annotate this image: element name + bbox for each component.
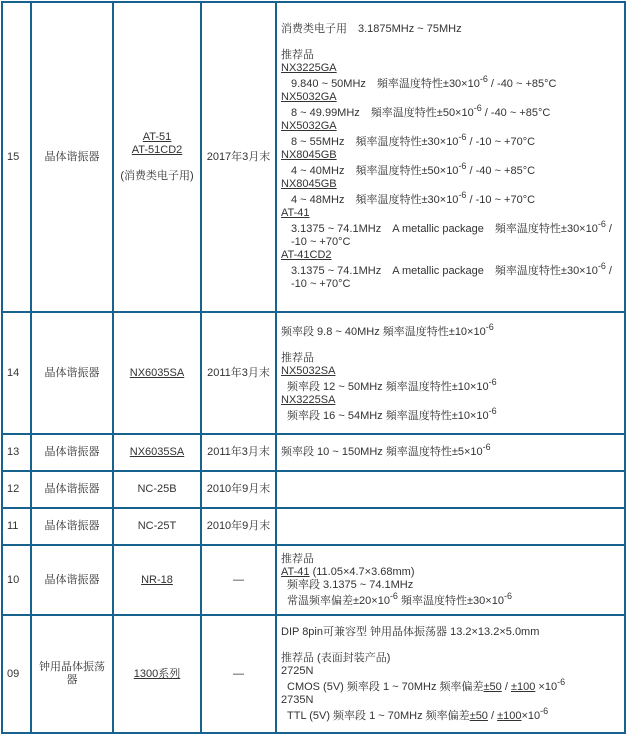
spec-line: 4 ~ 48MHz 頻率温度特性$\pm 30\times 10^{-6} / -10$ ~ +70°C (291, 190, 536, 206)
discontinued-date: 2011年3月末 (201, 434, 276, 471)
recommended-model: 2735N (281, 693, 314, 706)
spec-line: 频率段 12 ~ 50MHz 頻率温度特性$\pm 10\times 10^{-6}$ (287, 377, 497, 393)
model-cell (113, 615, 201, 733)
model-cell (113, 312, 201, 434)
notes-cell (276, 2, 625, 312)
recommended-model-link[interactable]: AT-41CD2 (281, 249, 332, 261)
notes-intro: DIP 8pin可兼容型 钟用晶体振荡器 13.2×13.2×5.0mm (281, 625, 540, 638)
model-link[interactable]: NR-18 (141, 573, 173, 586)
recommended-model-link[interactable]: NX5032GA (281, 120, 337, 132)
model-cell (113, 434, 201, 471)
product-category: 晶体谐振器 (31, 471, 113, 508)
recommended-item (281, 566, 620, 579)
model-note: (消费类电子用) (120, 170, 194, 182)
recommended-model-link[interactable]: NX3225GA (281, 62, 337, 74)
recommended-model-link[interactable]: AT-41 (281, 565, 310, 578)
product-category: 晶体谐振器 (31, 434, 113, 471)
discontinued-products-table (1, 1, 626, 734)
spec-line: 9.840 ~ 50MHz 頻率温度特性$\pm 30\times 10^{-6} / -40$ ~ +85°C (291, 74, 557, 90)
notes-intro: 频率段 9.8 ~ 40MHz 頻率温度特性$\pm 10\times 10^{-6}$ (281, 322, 494, 338)
spec-line: CMOS (5V) 频率段 1 ~ 70MHz 频率偏差$\pm 50 / \pm 100 \times 10^{-6}$ (287, 676, 566, 693)
recommended-model-link[interactable]: NX5032GA (281, 91, 337, 103)
model-link[interactable]: NX6035SA (129, 366, 185, 379)
recommended-label: 推荐品 (281, 552, 314, 565)
recommended-model-link[interactable]: NX5032SA (281, 365, 336, 377)
model-link[interactable]: AT-51 (142, 131, 172, 143)
row-number: 15 (2, 2, 31, 312)
spec-line: 8 ~ 55MHz 頻率温度特性$\pm 30\times 10^{-6} / -10$ ~ +70°C (291, 132, 536, 148)
discontinued-date: 2010年9月末 (201, 471, 276, 508)
table-row (2, 508, 625, 545)
model-cell (113, 2, 201, 312)
notes-intro: 消费类电子用 3.1875MHz ~ 75MHz (281, 23, 462, 35)
product-category: 晶体谐振器 (31, 545, 113, 615)
spec-line: 3.1375 ~ 74.1MHz A metallic package 頻率温度特性$\pm 30\times 10^{-6} / -10$ ~ +70°C (291, 219, 612, 248)
recommended-model-link[interactable]: NX8045GB (281, 149, 337, 161)
spec-line: 常温频率偏差$\pm 20\times 10^{-6}$ 頻率温度特性$\pm 30\times 10^{-6}$ (287, 590, 512, 607)
recommended-model-link[interactable]: NX8045GB (281, 178, 337, 190)
spec-line: 频率段 16 ~ 54MHz 頻率温度特性$\pm 10\times 10^{-6}$ (287, 406, 497, 422)
table-row (2, 615, 625, 733)
notes-cell (276, 434, 625, 471)
recommended-label: 推荐品 (281, 49, 314, 61)
spec-line: 8 ~ 49.99MHz 頻率温度特性$\pm 50\times 10^{-6} / -40$ ~ +85°C (291, 103, 551, 119)
spec-line: TTL (5V) 频率段 1 ~ 70MHz 频率偏差$\pm 50 / \pm 100\times 10^{-6}$ (287, 705, 549, 722)
notes-cell (276, 508, 625, 545)
model-name: NC-25T (113, 508, 201, 545)
discontinued-date: — (201, 545, 276, 615)
table-row (2, 471, 625, 508)
row-number: 13 (2, 434, 31, 471)
notes-cell (276, 615, 625, 733)
recommended-model: 2725N (281, 664, 314, 677)
discontinued-date: — (201, 615, 276, 733)
tolerance-option-link[interactable]: ±100 (510, 680, 536, 693)
recommended-label: 推荐品 (表面封装产品) (281, 651, 391, 664)
tolerance-option-link[interactable]: ±50 (483, 680, 502, 693)
notes-cell (276, 312, 625, 434)
discontinued-date: 2010年9月末 (201, 508, 276, 545)
spec-line: 3.1375 ~ 74.1MHz A metallic package 頻率温度特性$\pm 30\times 10^{-6} / -10$ ~ +70°C (291, 261, 612, 290)
tolerance-option-link[interactable]: ±50 (469, 709, 488, 722)
notes-intro: 频率段 10 ~ 150MHz 頻率温度特性$\pm 5\times 10^{-6}$ (281, 442, 491, 458)
model-name: NC-25B (113, 471, 201, 508)
table-row (2, 312, 625, 434)
row-number: 09 (2, 615, 31, 733)
product-category: 晶体谐振器 (31, 508, 113, 545)
table-row (2, 2, 625, 312)
product-category: 晶体谐振器 (31, 2, 113, 312)
table-row (2, 434, 625, 471)
package-size: (11.05×4.7×3.68mm) (309, 565, 415, 578)
freq-range: 频率段 3.1375 ~ 74.1MHz (287, 578, 414, 591)
notes-cell (276, 545, 625, 615)
row-number: 11 (2, 508, 31, 545)
row-number: 10 (2, 545, 31, 615)
recommended-model-link[interactable]: AT-41 (281, 207, 310, 219)
recommended-label: 推荐品 (281, 352, 314, 364)
product-category: 晶体谐振器 (31, 312, 113, 434)
spec-line: 4 ~ 40MHz 頻率温度特性$\pm 50\times 10^{-6} / -40$ ~ +85°C (291, 161, 536, 177)
product-category: 钟用晶体振荡器 (31, 615, 113, 733)
table-row (2, 545, 625, 615)
model-link[interactable]: AT-51CD2 (131, 144, 183, 156)
recommended-model-link[interactable]: NX3225SA (281, 394, 336, 406)
notes-cell (276, 471, 625, 508)
discontinued-date: 2011年3月末 (201, 312, 276, 434)
model-cell (113, 545, 201, 615)
model-link[interactable]: 1300系列 (133, 667, 181, 680)
discontinued-date: 2017年3月末 (201, 2, 276, 312)
tolerance-option-link[interactable]: ±100 (497, 709, 522, 722)
row-number: 14 (2, 312, 31, 434)
model-link[interactable]: NX6035SA (129, 446, 185, 458)
row-number: 12 (2, 471, 31, 508)
